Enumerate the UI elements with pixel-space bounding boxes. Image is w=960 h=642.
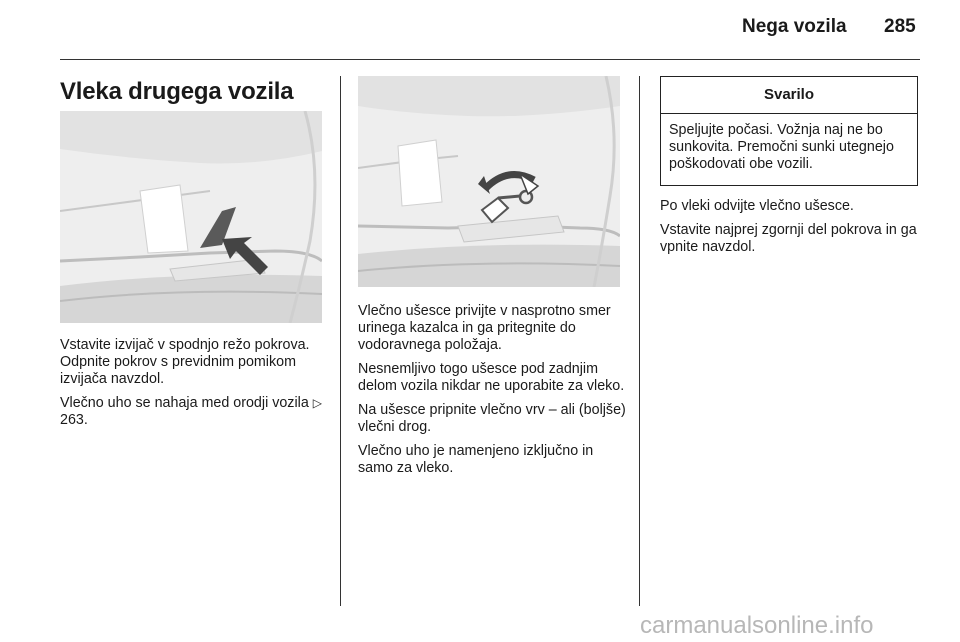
watermark: carmanualsonline.info (640, 612, 874, 639)
column-divider (639, 76, 640, 606)
page-reference: 263. (60, 412, 88, 428)
paragraph: Vstavite najprej zgornji del pokrova in ga vpnite navzdol. (660, 222, 917, 255)
tow-eye-drawing (358, 76, 620, 287)
paragraph: Vstavite izvijač v spodnjo režo pokrova. Odpnite pokrov s previdnim pomikom izvijača navzdol. (60, 337, 310, 387)
column-2-text (358, 303, 626, 477)
paragraph: Na ušesce pripnite vlečno vrv – ali (boljše) vlečni drog. (358, 402, 626, 435)
column-1-text (60, 337, 325, 429)
warning-text: Speljujte počasi. Vožnja naj ne bo sunkovita. Premočni sunki utegnejo poškodovati obe vozili. (669, 122, 894, 172)
section-heading: Vleka drugega vozila (60, 78, 294, 105)
header-title: Nega vozila (742, 16, 847, 37)
paragraph: Nesnemljivo togo ušesce pod zadnjim delom vozila nikdar ne uporabite za vleko. (358, 361, 625, 394)
paragraph-text: Vlečno uho se nahaja med orodji vozila (60, 395, 309, 411)
paragraph: Po vleki odvijte vlečno ušesce. (660, 198, 854, 214)
page-number: 285 (884, 16, 916, 37)
paragraph: Vlečno ušesce privijte v nasprotno smer urinega kazalca in ga pritegnite do vodoravnega položaja. (358, 303, 611, 353)
bumper-cover-drawing (60, 111, 322, 323)
paragraph: Vlečno uho je namenjeno izključno in samo za vleko. (358, 443, 594, 476)
column-3-text (660, 198, 922, 256)
tow-eye-illustration (358, 76, 620, 287)
warning-title: Svarilo (661, 77, 917, 114)
header-divider (60, 59, 920, 60)
reference-triangle-icon: ▷ (312, 396, 322, 410)
bumper-cover-illustration (60, 111, 322, 323)
column-divider (340, 76, 341, 606)
paragraph-with-reference (60, 395, 325, 429)
warning-box (660, 76, 918, 186)
